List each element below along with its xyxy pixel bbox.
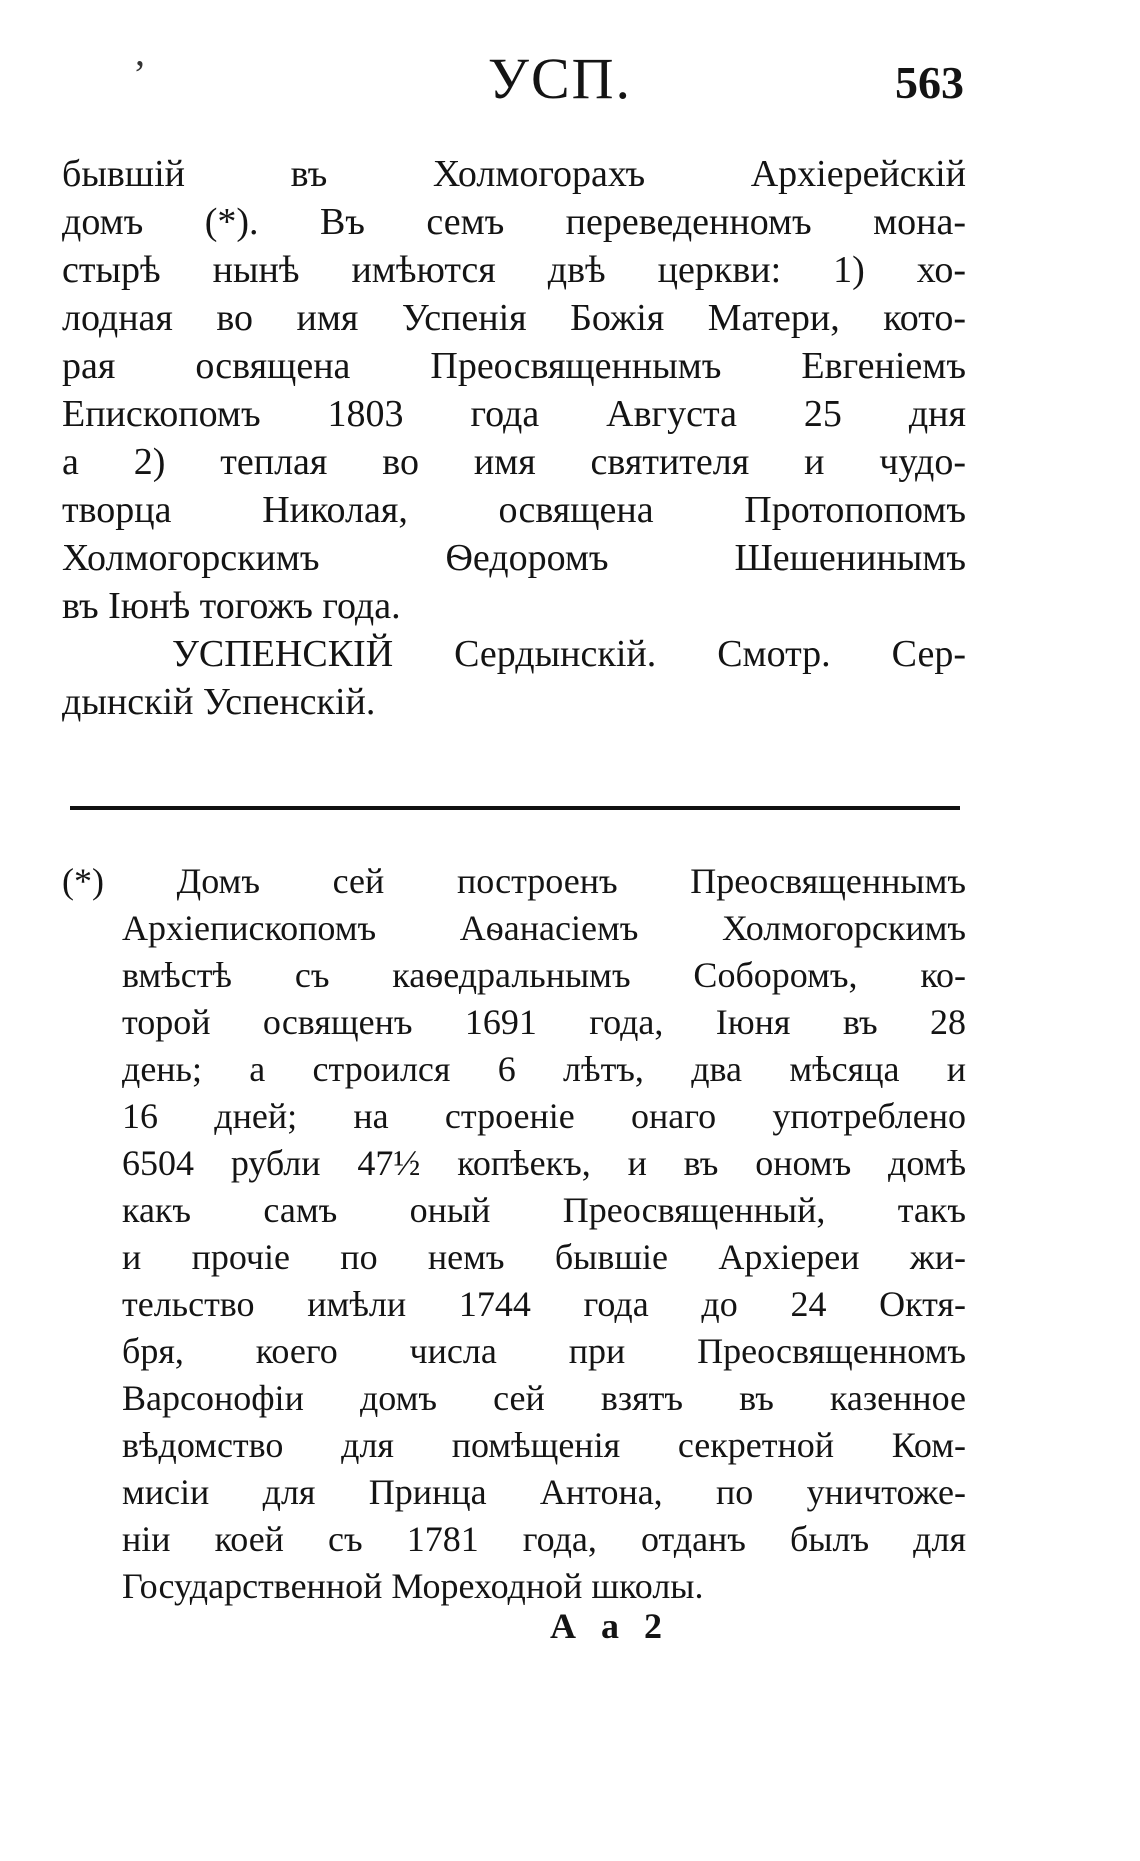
text-line: а 2) теплая во имя святителя и чудо-: [62, 441, 966, 483]
text-line: лодная во имя Успенія Божія Матери, кото-: [62, 297, 966, 339]
text-line: въ Іюнѣ тогожъ года.: [62, 585, 401, 627]
footnote-rule: [70, 806, 960, 810]
text-line: рая освящена Преосвященнымъ Евгеніемъ: [62, 345, 966, 387]
footnote-line: и прочіе по немъ бывшіе Архіереи жи-: [122, 1237, 966, 1277]
text-line: стырѣ нынѣ имѣются двѣ церкви: 1) хо-: [62, 249, 966, 291]
footnote-line: торой освященъ 1691 года, Іюня въ 28: [122, 1002, 966, 1042]
footnote-line: бря, коего числа при Преосвященномъ: [122, 1331, 966, 1371]
footnote-line: вмѣстѣ съ каѳедральнымъ Соборомъ, ко-: [122, 955, 966, 995]
footnote-line: 6504 рубли 47½ копѣекъ, и въ ономъ домѣ: [122, 1143, 966, 1183]
footnote-line: 16 дней; на строеніе онаго употреблено: [122, 1096, 966, 1136]
footnote-line: Архіепископомъ Аѳанасіемъ Холмогорскимъ: [122, 908, 966, 948]
footnote-line: мисіи для Принца Антона, по уничтоже-: [122, 1472, 966, 1512]
text-line: творца Николая, освящена Протопопомъ: [62, 489, 966, 531]
footnote-line: какъ самъ оный Преосвященный, такъ: [122, 1190, 966, 1230]
page-number: 563: [895, 57, 964, 108]
entry-line: дынскій Успенскій.: [62, 681, 376, 723]
text-line: Епископомъ 1803 года Августа 25 дня: [62, 393, 966, 435]
footnote-line: (*) Домъ сей построенъ Преосвященнымъ: [62, 861, 966, 901]
footnote-line: Варсонофіи домъ сей взятъ въ казенное: [122, 1378, 966, 1418]
footnote-line: ніи коей съ 1781 года, отданъ былъ для: [122, 1519, 966, 1559]
header-mark: ʼ: [133, 52, 147, 97]
entry-line: УСПЕНСКІЙ Сердынскій. Смотр. Сер-: [172, 633, 966, 675]
footnote-line: Государственной Мореходной школы.: [122, 1566, 704, 1606]
footnote-line: тельство имѣли 1744 года до 24 Октя-: [122, 1284, 966, 1324]
footnote: [62, 858, 966, 1610]
footnote-line: день; а строился 6 лѣтъ, два мѣсяца и: [122, 1049, 966, 1089]
footnote-line: вѣдомство для помѣщенія секретной Ком-: [122, 1425, 966, 1465]
text-line: бывшій въ Холмогорахъ Архіерейскій: [62, 153, 966, 195]
text-line: домъ (*). Въ семъ переведенномъ мона-: [62, 201, 966, 243]
running-head: УСП.: [487, 46, 633, 111]
signature-mark: А а 2: [550, 1606, 670, 1646]
text-line: Холмогорскимъ Ѳедоромъ Шешенинымъ: [62, 537, 966, 579]
main-text: [62, 150, 966, 726]
